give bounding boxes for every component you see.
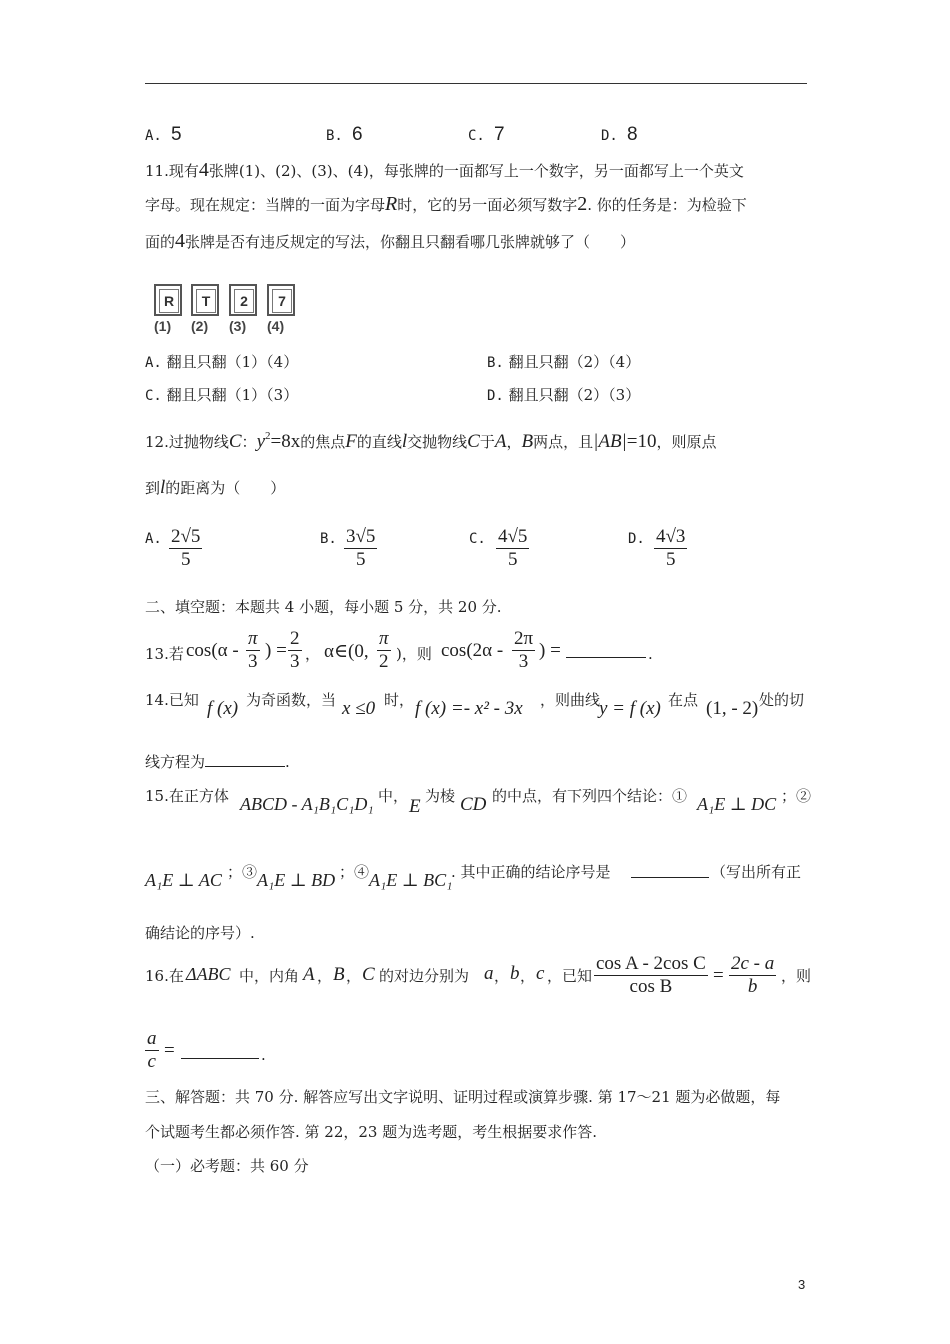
q15-math: A₁E ⊥ BD — [257, 870, 336, 890]
fraction-denominator: 5 — [665, 549, 676, 570]
q13-fraction-4 — [512, 628, 535, 673]
q13-text: )，则 — [396, 645, 432, 663]
q13-fraction-3 — [377, 628, 391, 673]
q15-math: A₁E ⊥ AC — [145, 870, 222, 890]
q13-math: cos(α - — [186, 640, 239, 661]
fraction-numerator: a — [147, 1028, 157, 1049]
q14-line1 — [145, 690, 199, 710]
q16-lhs-fraction — [594, 953, 708, 998]
q10-option-b-label: B. — [326, 128, 343, 144]
fraction-denominator: 3 — [290, 651, 300, 672]
q14-text: 时， — [384, 691, 415, 709]
card-caption-2: (2) — [191, 318, 209, 334]
q16-math: a — [484, 963, 494, 984]
q15-text: ；③ — [227, 863, 258, 881]
q14-math: (1, - 2) — [706, 698, 759, 719]
fraction-numerator: π — [379, 628, 389, 649]
q14-text: 线方程为 — [145, 753, 206, 771]
q14-answer-blank[interactable] — [205, 751, 285, 767]
q15-math: E — [409, 796, 421, 817]
card-caption-1: (1) — [154, 318, 172, 334]
fraction-numerator: 4√5 — [498, 526, 528, 547]
q12-math: C — [228, 431, 242, 452]
q11-text: 字母。现在规定：当牌的一面为字母 — [145, 196, 386, 214]
q12-math: =10 — [626, 431, 657, 452]
option-text: 翻且只翻（2）（4） — [508, 353, 641, 371]
q11-option-d — [487, 385, 640, 406]
q12-text: ： — [241, 433, 257, 451]
q10-option-a-value: 5 — [171, 124, 182, 145]
option-label: B. — [487, 355, 504, 371]
q16-math: = — [164, 1040, 175, 1061]
fraction-numerator: cos A - 2cos C — [596, 953, 706, 974]
q12-text: 的焦点 — [300, 433, 346, 451]
q16-text: ， — [520, 967, 536, 985]
fraction-denominator: 5 — [180, 549, 191, 570]
q15-text: （写出所有正 — [711, 863, 802, 881]
fraction-denominator: 3 — [518, 651, 529, 672]
fraction-denominator: 2 — [379, 651, 389, 672]
q10-option-c-label: C. — [468, 128, 485, 144]
fraction-denominator: 3 — [248, 651, 258, 672]
section-2-heading: 二、填空题：本题共 4 小题，每小题 5 分，共 20 分. — [145, 598, 502, 616]
q11-line3 — [145, 231, 635, 252]
q11-number: 4 — [175, 230, 186, 252]
q10-option-b-value: 6 — [352, 124, 363, 145]
q14-text: ，则曲线 — [540, 691, 601, 709]
card-2 — [191, 284, 219, 316]
q12-option-a-fraction — [169, 526, 202, 571]
q16-text: ， — [346, 967, 362, 985]
q12-math: C — [467, 431, 480, 452]
q12-option-b-fraction — [344, 526, 377, 571]
q14-text: 14.已知 — [145, 691, 199, 709]
q13-math: ) = — [539, 640, 561, 661]
q12-option-d-label: D. — [628, 531, 645, 547]
q11-text: 张牌是否有违反规定的写法，你翻且只翻看哪几张牌就够了（ ） — [185, 233, 636, 251]
q12-option-c-label: C. — [469, 531, 486, 547]
q15-math: A₁E ⊥ BC₁ — [369, 870, 453, 890]
q15-math: CD — [460, 794, 487, 815]
q16-math: B — [333, 964, 345, 985]
q13-math: ) = — [265, 640, 287, 661]
card-3 — [229, 284, 257, 316]
card-caption-3: (3) — [229, 318, 247, 334]
q12-line2 — [145, 478, 285, 498]
q12-math: l — [401, 431, 408, 452]
q12-text: 到 — [145, 479, 161, 497]
q15-math: ABCD - A₁B₁C₁D₁ — [240, 794, 374, 814]
q12-text: 的距离为（ ） — [165, 479, 286, 497]
q12-math: y — [256, 431, 265, 452]
q12-math: |AB| — [593, 431, 627, 452]
q10-option-a-label: A. — [145, 128, 162, 144]
q16-text: ， — [317, 967, 333, 985]
q12-text: 两点，且 — [533, 433, 594, 451]
q12-option-d-fraction — [654, 526, 687, 571]
q14-text: 为奇函数，当 — [246, 691, 337, 709]
q12-math: B — [521, 431, 534, 452]
q12-text: ，则原点 — [656, 433, 717, 451]
q12-math: =8x — [270, 431, 301, 452]
q13-math: α∈(0, — [324, 641, 369, 662]
q11-number: 4 — [198, 159, 209, 181]
fraction-numerator: 3√5 — [346, 526, 376, 547]
q16-math: A — [303, 964, 315, 985]
option-label: A. — [145, 355, 162, 371]
card-4 — [267, 284, 295, 316]
q16-text: 的对边分别为 — [379, 967, 470, 985]
q14-math: f (x) — [207, 698, 239, 719]
q16-math: c — [536, 963, 545, 984]
q12-option-a-label: A. — [145, 531, 162, 547]
q11-text: 时，它的另一面必须写数字 — [397, 196, 578, 214]
card-face: T — [196, 289, 216, 313]
card-1 — [154, 284, 182, 316]
card-face: 7 — [272, 289, 292, 313]
q14-text: 在点 — [668, 691, 699, 709]
q11-option-c — [145, 385, 298, 406]
q13-fraction-1 — [246, 628, 260, 673]
q15-text: 确结论的序号）. — [145, 924, 255, 942]
q16-answer-blank[interactable] — [181, 1043, 259, 1059]
q12-text: 的直线 — [356, 433, 402, 451]
q16-math: b — [510, 963, 520, 984]
q13-math: cos(2α - — [441, 640, 504, 661]
fraction-denominator: cos B — [629, 976, 673, 997]
q16-rhs-fraction — [729, 953, 776, 998]
q13-text: 13.若 — [145, 645, 184, 663]
q11-line2 — [145, 194, 747, 215]
q14-math: y = f (x) — [599, 698, 661, 719]
q13-text: . — [648, 645, 653, 663]
q11-text: 11.现有 — [145, 162, 199, 180]
q16-text: ，已知 — [547, 967, 593, 985]
fraction-denominator: 5 — [507, 549, 518, 570]
fraction-numerator: 2√5 — [171, 526, 201, 547]
q12-option-c-fraction — [496, 526, 529, 571]
q16-math: ΔABC — [186, 964, 231, 984]
q12-text: 交抛物线 — [407, 433, 468, 451]
fraction-denominator: b — [747, 976, 758, 997]
option-text: 翻且只翻（2）（3） — [508, 386, 641, 404]
card-face: 2 — [234, 289, 254, 313]
card-face: R — [159, 289, 179, 313]
q12-math: 2 — [265, 430, 271, 442]
q11-number: 2 — [577, 193, 588, 215]
q10-option-d-label: D. — [601, 128, 618, 144]
q12-text: 12.过抛物线 — [145, 433, 229, 451]
q15-text: ；② — [781, 787, 812, 805]
q11-text: 张牌(1)、(2)、(3)、(4)，每张牌的一面都写上一个数字，另一面都写上一个英文 — [208, 162, 744, 180]
q15-text: 为棱 — [425, 787, 456, 805]
q12-math: F — [345, 431, 357, 452]
q12-math: l — [160, 477, 166, 498]
q12-line1 — [145, 426, 717, 452]
q11-letter: R — [385, 193, 398, 215]
section-3-line-2: 个试题考生都必须作答. 第 22，23 题为选考题，考生根据要求作答. — [145, 1123, 598, 1141]
q15-text: 的中点，有下列四个结论：① — [492, 787, 688, 805]
q15-text: 15.在正方体 — [145, 787, 229, 805]
q15-text: . 其中正确的结论序号是 — [451, 863, 611, 881]
q15-text: ；④ — [339, 863, 370, 881]
q11-text: . 你的任务是：为检验下 — [587, 196, 747, 214]
q12-math: A — [494, 431, 507, 452]
q16-text: ，则 — [781, 967, 812, 985]
q10-option-d-value: 8 — [627, 124, 638, 145]
q11-option-a — [145, 352, 298, 373]
q16-text: 16.在 — [145, 967, 184, 985]
q14-math: x ≤0 — [342, 698, 376, 719]
q13-answer-blank[interactable] — [566, 642, 646, 658]
fraction-numerator: π — [248, 628, 258, 649]
option-label: C. — [145, 388, 162, 404]
fraction-numerator: 2 — [290, 628, 300, 649]
fraction-numerator: 2c - a — [731, 953, 775, 974]
q16-answer-fraction — [145, 1028, 159, 1073]
q14-math: f (x) =- x² - 3x — [415, 698, 523, 719]
option-label: D. — [487, 388, 504, 404]
q12-text: 于 — [479, 433, 495, 451]
page-number: 3 — [798, 1277, 806, 1292]
q11-text: 面的 — [145, 233, 176, 251]
q14-text: . — [285, 753, 290, 771]
fraction-numerator: 2π — [514, 628, 534, 649]
q16-math: C — [362, 964, 375, 985]
q15-answer-blank[interactable] — [631, 862, 709, 878]
q16-text: 中，内角 — [239, 967, 300, 985]
q10-option-c-value: 7 — [494, 124, 505, 145]
card-caption-4: (4) — [267, 318, 285, 334]
section-3-line-1: 三、解答题：共 70 分. 解答应写出文字说明、证明过程或演算步骤. 第 17～21 题为必做题，每 — [145, 1088, 781, 1106]
q12-text: ， — [506, 433, 522, 451]
q14-line2 — [145, 751, 290, 772]
header-rule — [145, 83, 807, 84]
q15-text: 中， — [378, 787, 409, 805]
q16-math: = — [713, 965, 724, 986]
q11-option-b — [487, 352, 640, 373]
q12-option-b-label: B. — [320, 531, 337, 547]
fraction-denominator: c — [147, 1051, 156, 1072]
q15-math: A₁E ⊥ DC — [697, 794, 777, 814]
option-text: 翻且只翻（1）（4） — [166, 353, 299, 371]
q13-fraction-2 — [288, 628, 302, 673]
q13-text: ， — [305, 645, 321, 663]
fraction-denominator: 5 — [355, 549, 366, 570]
option-text: 翻且只翻（1）（3） — [166, 386, 299, 404]
q11-line1 — [145, 160, 744, 181]
fraction-numerator: 4√3 — [656, 526, 686, 547]
q14-text: 处的切 — [759, 691, 805, 709]
q16-text: . — [261, 1046, 266, 1064]
q16-text: ， — [494, 967, 510, 985]
section-3-subheading: （一）必考题：共 60 分 — [145, 1157, 309, 1175]
